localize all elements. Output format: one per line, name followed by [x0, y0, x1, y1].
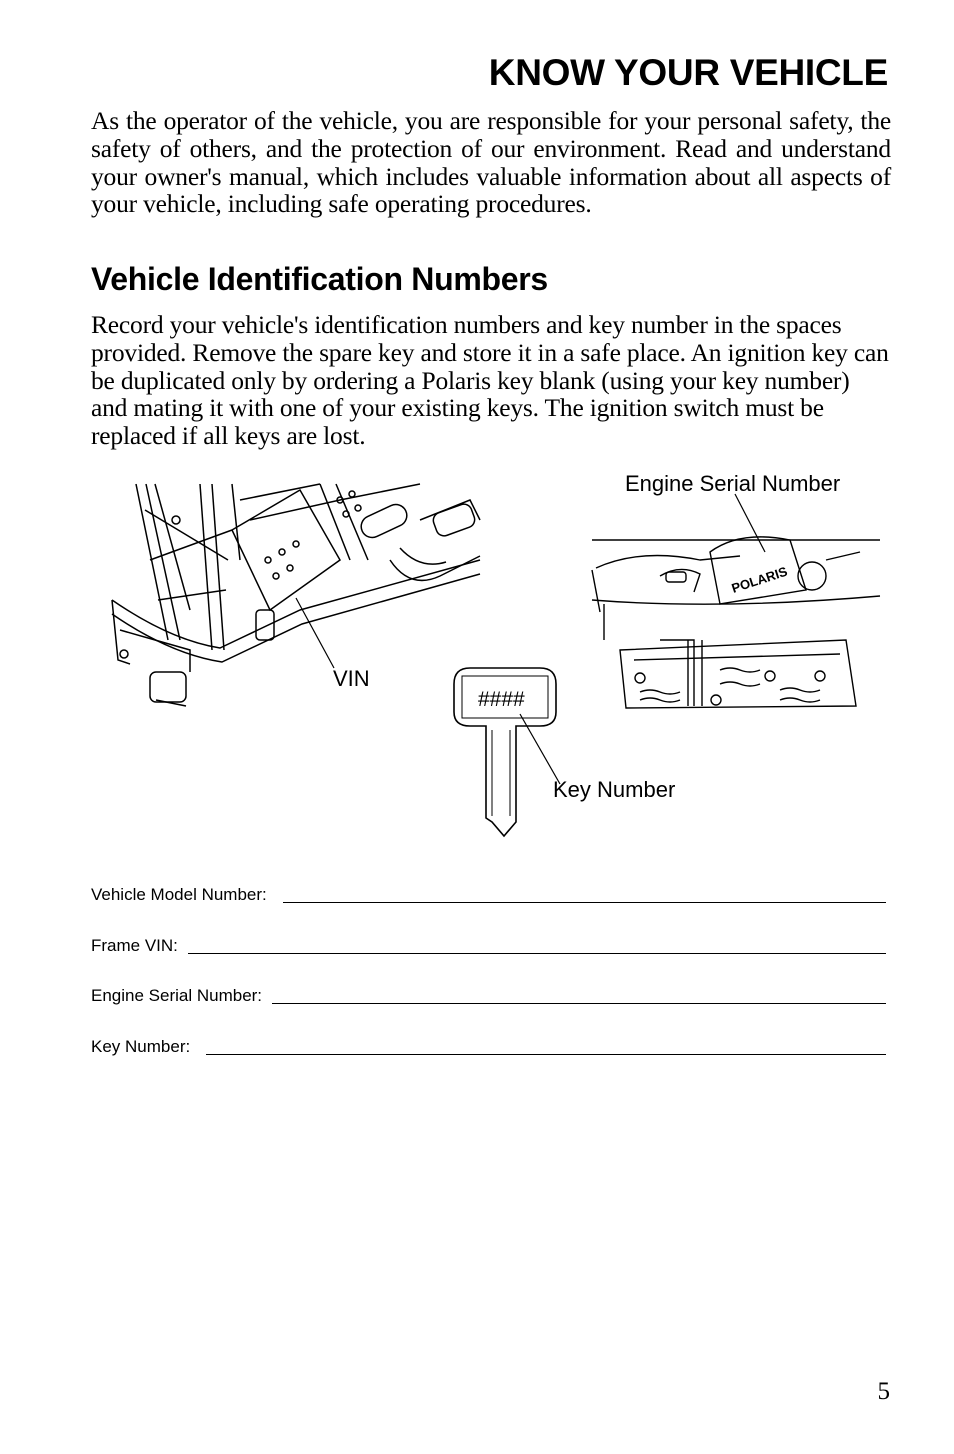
- write-line[interactable]: [188, 952, 886, 954]
- section-title: Vehicle Identification Numbers: [91, 261, 548, 297]
- engine-serial-callout: Engine Serial Number: [625, 471, 841, 496]
- key-number-callout: Key Number: [553, 777, 676, 802]
- section-paragraph: Record your vehicle's identification numbers and key number in the spaces provided. Remove the spare key and store it in a safe place. An ignition key can be duplicated only by ordering a Polaris key blank (using your key number) and mating it with one of your existing keys. The ignition switch must be replaced if all keys are lost.: [91, 310, 889, 451]
- engine-illustration: [592, 537, 880, 708]
- frame-illustration: [112, 484, 480, 706]
- key-number-field[interactable]: [91, 1037, 886, 1057]
- engine-leader-line: [735, 494, 765, 552]
- frame-vin-field[interactable]: [91, 936, 886, 956]
- field-label: Vehicle Model Number:: [91, 885, 267, 904]
- write-line[interactable]: [206, 1053, 886, 1055]
- engine-serial-field[interactable]: [91, 986, 886, 1006]
- field-label: Key Number:: [91, 1037, 191, 1056]
- vin-callout: VIN: [333, 666, 370, 691]
- vin-leader-line: [296, 598, 334, 668]
- page-number: 5: [877, 1378, 890, 1405]
- write-line[interactable]: [272, 1002, 886, 1004]
- write-line[interactable]: [283, 901, 886, 903]
- engine-brand-text: POLARIS: [729, 563, 790, 596]
- vehicle-model-field[interactable]: [91, 885, 886, 905]
- field-label: Engine Serial Number:: [91, 986, 263, 1005]
- key-code: ####: [478, 688, 525, 711]
- intro-paragraph: As the operator of the vehicle, you are responsible for your personal safety, the safety of others, and the protection of our environment. Read and understand your owner's manual, which includes valuable information about all aspects of your vehicle, including safe operating procedures.: [91, 106, 891, 219]
- page-title: KNOW YOUR VEHICLE: [488, 52, 888, 93]
- field-label: Frame VIN:: [91, 936, 178, 955]
